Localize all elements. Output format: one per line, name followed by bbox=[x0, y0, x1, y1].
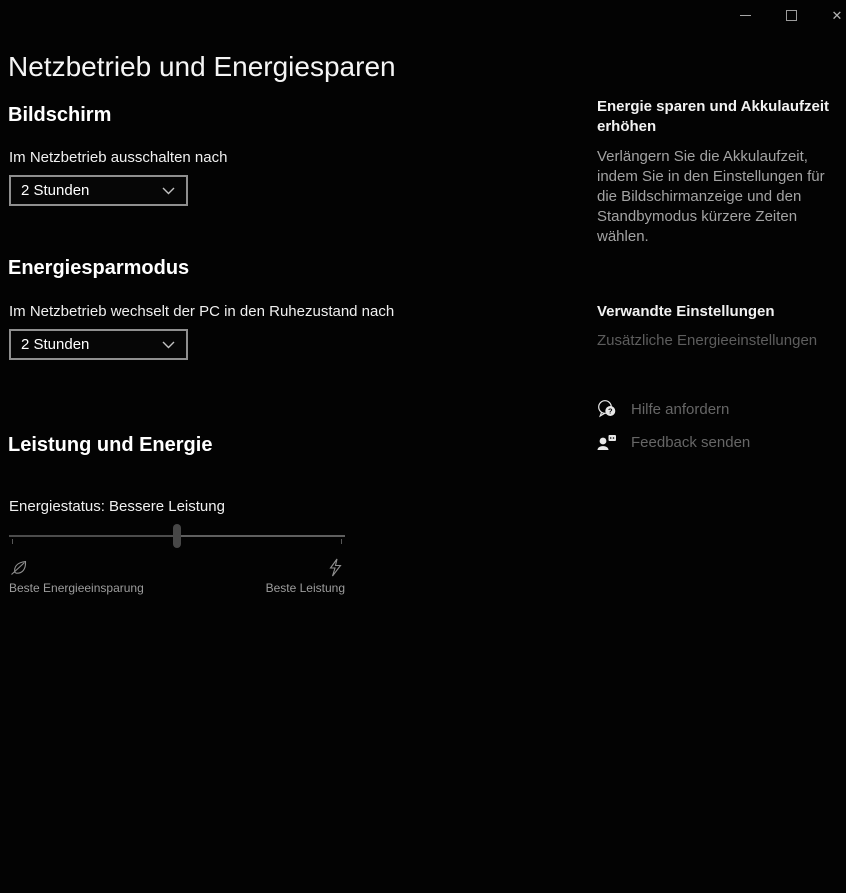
get-help-label: Hilfe anfordern bbox=[631, 400, 730, 418]
minimize-button[interactable] bbox=[722, 0, 768, 30]
chevron-down-icon bbox=[162, 187, 175, 195]
slider-min-tick bbox=[12, 539, 13, 544]
minimize-icon bbox=[740, 15, 751, 16]
slider-track-filled[interactable] bbox=[9, 535, 177, 537]
chevron-down-icon bbox=[162, 341, 175, 349]
section-heading-display: Bildschirm bbox=[8, 104, 112, 126]
related-settings-heading: Verwandte Einstellungen bbox=[597, 303, 775, 320]
leaf-icon bbox=[9, 557, 29, 577]
lightning-bolt-icon bbox=[325, 557, 345, 577]
section-heading-sleep: Energiesparmodus bbox=[8, 257, 190, 279]
page-title: Netzbetrieb und Energiesparen bbox=[8, 51, 396, 82]
display-timeout-dropdown[interactable] bbox=[9, 175, 188, 206]
close-button[interactable] bbox=[814, 0, 846, 30]
additional-power-settings-link[interactable]: Zusätzliche Energieeinstellungen bbox=[597, 332, 818, 349]
maximize-button[interactable] bbox=[768, 0, 814, 30]
battery-saver-end bbox=[9, 557, 144, 595]
slider-max-tick bbox=[341, 539, 342, 544]
display-timeout-label: Im Netzbetrieb ausschalten nach bbox=[9, 149, 228, 166]
sidebar bbox=[597, 97, 831, 452]
send-feedback-label: Feedback senden bbox=[631, 433, 751, 451]
sleep-timeout-value: 2 Stunden bbox=[21, 336, 90, 353]
slider-max-label: Beste Leistung bbox=[265, 581, 345, 595]
feedback-person-icon bbox=[597, 432, 617, 452]
tips-body: Verlängern Sie die Akkulaufzeit, indem Sie in den Einstellungen für die Bildschirmanzeige und den Standbymodus kürzere Zeiten wählen. bbox=[597, 148, 825, 245]
display-timeout-value: 2 Stunden bbox=[21, 182, 90, 199]
sleep-timeout-dropdown[interactable] bbox=[9, 329, 188, 360]
power-mode-slider[interactable] bbox=[9, 524, 345, 550]
tips-heading: Energie sparen und Akkulaufzeit erhöhen bbox=[597, 98, 829, 135]
close-icon: ✕ bbox=[831, 7, 843, 23]
get-help-link[interactable] bbox=[597, 399, 831, 419]
send-feedback-link[interactable] bbox=[597, 432, 831, 452]
help-chat-icon bbox=[597, 399, 617, 419]
slider-min-label: Beste Energieeinsparung bbox=[9, 581, 144, 595]
svg-text:?: ? bbox=[608, 406, 613, 416]
slider-footer bbox=[9, 557, 345, 595]
section-heading-performance: Leistung und Energie bbox=[8, 434, 213, 456]
titlebar bbox=[0, 0, 846, 30]
slider-track[interactable] bbox=[177, 535, 345, 537]
maximize-icon bbox=[786, 10, 797, 21]
best-performance-end bbox=[266, 557, 345, 595]
power-status-label: Energiestatus: Bessere Leistung bbox=[9, 498, 225, 515]
slider-thumb[interactable] bbox=[173, 524, 181, 548]
sleep-timeout-label: Im Netzbetrieb wechselt der PC in den Ruhezustand nach bbox=[9, 303, 395, 320]
